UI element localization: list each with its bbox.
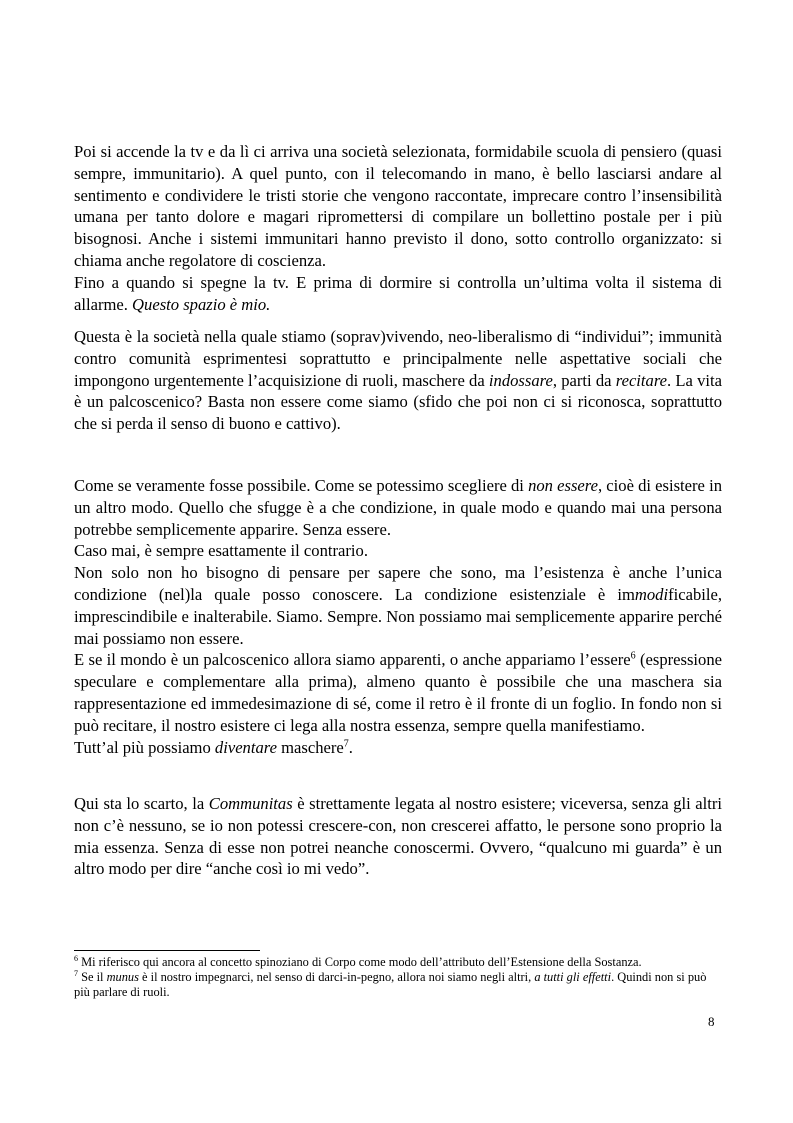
italic-phrase: recitare	[615, 370, 668, 390]
footnote-ref-6[interactable]: 6	[630, 650, 636, 662]
text-run: Non solo non ho bisogno di pensare per sapere che sono, ma l’esistenza è anche l’unica condizione (nel)la quale posso conoscere. La condizione esistenziale è im	[74, 563, 722, 604]
footnote-mark: 6	[74, 953, 78, 963]
paragraph-communitas	[74, 793, 722, 880]
paragraph-text	[74, 649, 722, 736]
footnote-mark: 7	[74, 968, 78, 978]
footnote-ref-7[interactable]: 7	[343, 738, 349, 750]
italic-phrase: modi	[634, 584, 669, 604]
paragraph-text	[74, 141, 722, 272]
paragraph-text	[74, 737, 722, 759]
italic-phrase: Communitas	[208, 794, 293, 813]
italic-phrase: indossare	[488, 370, 553, 390]
italic-phrase: diventare	[214, 737, 277, 757]
text-run: Come se veramente fosse possibile. Come se potessimo scegliere di	[74, 476, 529, 495]
text-run: (espressione speculare e complementare alla prima), almeno quanto è possibile che una maschera sia rappresentazione ed immedesimazione di sé, come il retro è il fronte di un foglio. In fondo non si può recitare, il nostro esistere ci lega alla nostra essenza, sempre quella manifestiamo.	[74, 650, 722, 735]
footnote-7	[74, 970, 722, 1000]
text-run: .	[348, 737, 353, 757]
paragraph-being-appearing	[74, 475, 722, 758]
text-run: Fino a quando si spegne la tv. E prima di dormire si controlla un’ultima volta il sistema di allarme.	[74, 272, 722, 314]
text-run: Caso mai, è sempre esattamente il contrario.	[74, 541, 368, 561]
paragraph-text	[74, 793, 722, 880]
text-run: Tutt’al più possiamo	[74, 737, 215, 757]
page-number: 8	[708, 1014, 715, 1029]
text-run: maschere	[276, 737, 344, 757]
text-run: Questa è la società nella quale stiamo (soprav)vivendo, neo-liberalismo di “individui”; immunità contro comunità esprimentesi soprattutto e principalmente nelle aspettative sociali che impongono urgentemente l’acquisizione di ruoli, maschere da	[74, 327, 722, 390]
italic-phrase: munus	[106, 970, 139, 984]
paragraph-text	[74, 475, 722, 540]
paragraph-text	[74, 562, 722, 649]
text-run: ficabile, imprescindibile e inalterabile. Siamo. Sempre. Non possiamo mai semplicemente apparire perché mai possiamo non essere.	[74, 584, 722, 648]
paragraph-tv-society	[74, 141, 722, 315]
footnote-text: . Quindi non si può più parlare di ruoli.	[74, 970, 707, 999]
text-run: è strettamente legata al nostro esistere; viceversa, senza gli altri non c’è nessuno, se io non potessi crescere-con, non crescerei affatto, le persone sono proprio la mia essenza. Senza di esse non potrei neanche conoscermi. Ovvero, “qualcuno mi guarda” è un altro modo per dire “anche così io mi vedo”.	[74, 794, 723, 879]
footnotes-section	[74, 955, 722, 1000]
footnote-text: è il nostro impegnarci, nel senso di darci-in-pegno, allora noi siamo negli altri,	[138, 970, 535, 984]
paragraph-society-roles	[74, 326, 722, 435]
text-run: E se il mondo è un palcoscenico allora siamo apparenti, o anche appariamo l’essere	[74, 650, 631, 670]
paragraph-text	[74, 326, 722, 435]
footnote-divider	[74, 950, 260, 951]
footnote-text: Mi riferisco qui ancora al concetto spinoziano di Corpo come modo dell’attributo dell’Estensione della Sostanza.	[78, 955, 642, 969]
text-run: , parti da	[552, 370, 616, 390]
text-run: , cioè di esistere in un altro modo. Quello che sfugge è a che condizione, in quale modo e quando mai una persona potrebbe semplicemente apparire. Senza essere.	[74, 476, 722, 539]
text-run: Qui sta lo scarto, la	[74, 794, 209, 813]
italic-phrase: Questo spazio è mio.	[132, 294, 271, 314]
paragraph-text	[74, 540, 722, 562]
italic-phrase: a tutti gli effetti	[534, 970, 612, 984]
italic-phrase: non essere	[528, 476, 598, 495]
footnote-text: Se il	[78, 970, 107, 984]
paragraph-text	[74, 272, 722, 316]
text-run: . La vita è un palcoscenico? Basta non essere come siamo (sfido che poi non ci si riconosca, soprattutto che si perda il senso di buono e cattivo).	[74, 370, 723, 434]
footnote-6	[74, 955, 722, 970]
text-run: Poi si accende la tv e da lì ci arriva una società selezionata, formidabile scuola di pensiero (quasi sempre, immunitario). A quel punto, con il telecomando in mano, è bello lasciarsi andare al sentimento e condividere le tristi storie che vengono raccontate, imprecare contro l’insensibilità umana per tanto dolore e magari ripromettersi di compilare un bollettino postale per i più bisognosi. Anche i sistemi immunitari hanno previsto il dono, sotto controllo organizzato: si chiama anche regolatore di coscienza.	[74, 142, 722, 270]
